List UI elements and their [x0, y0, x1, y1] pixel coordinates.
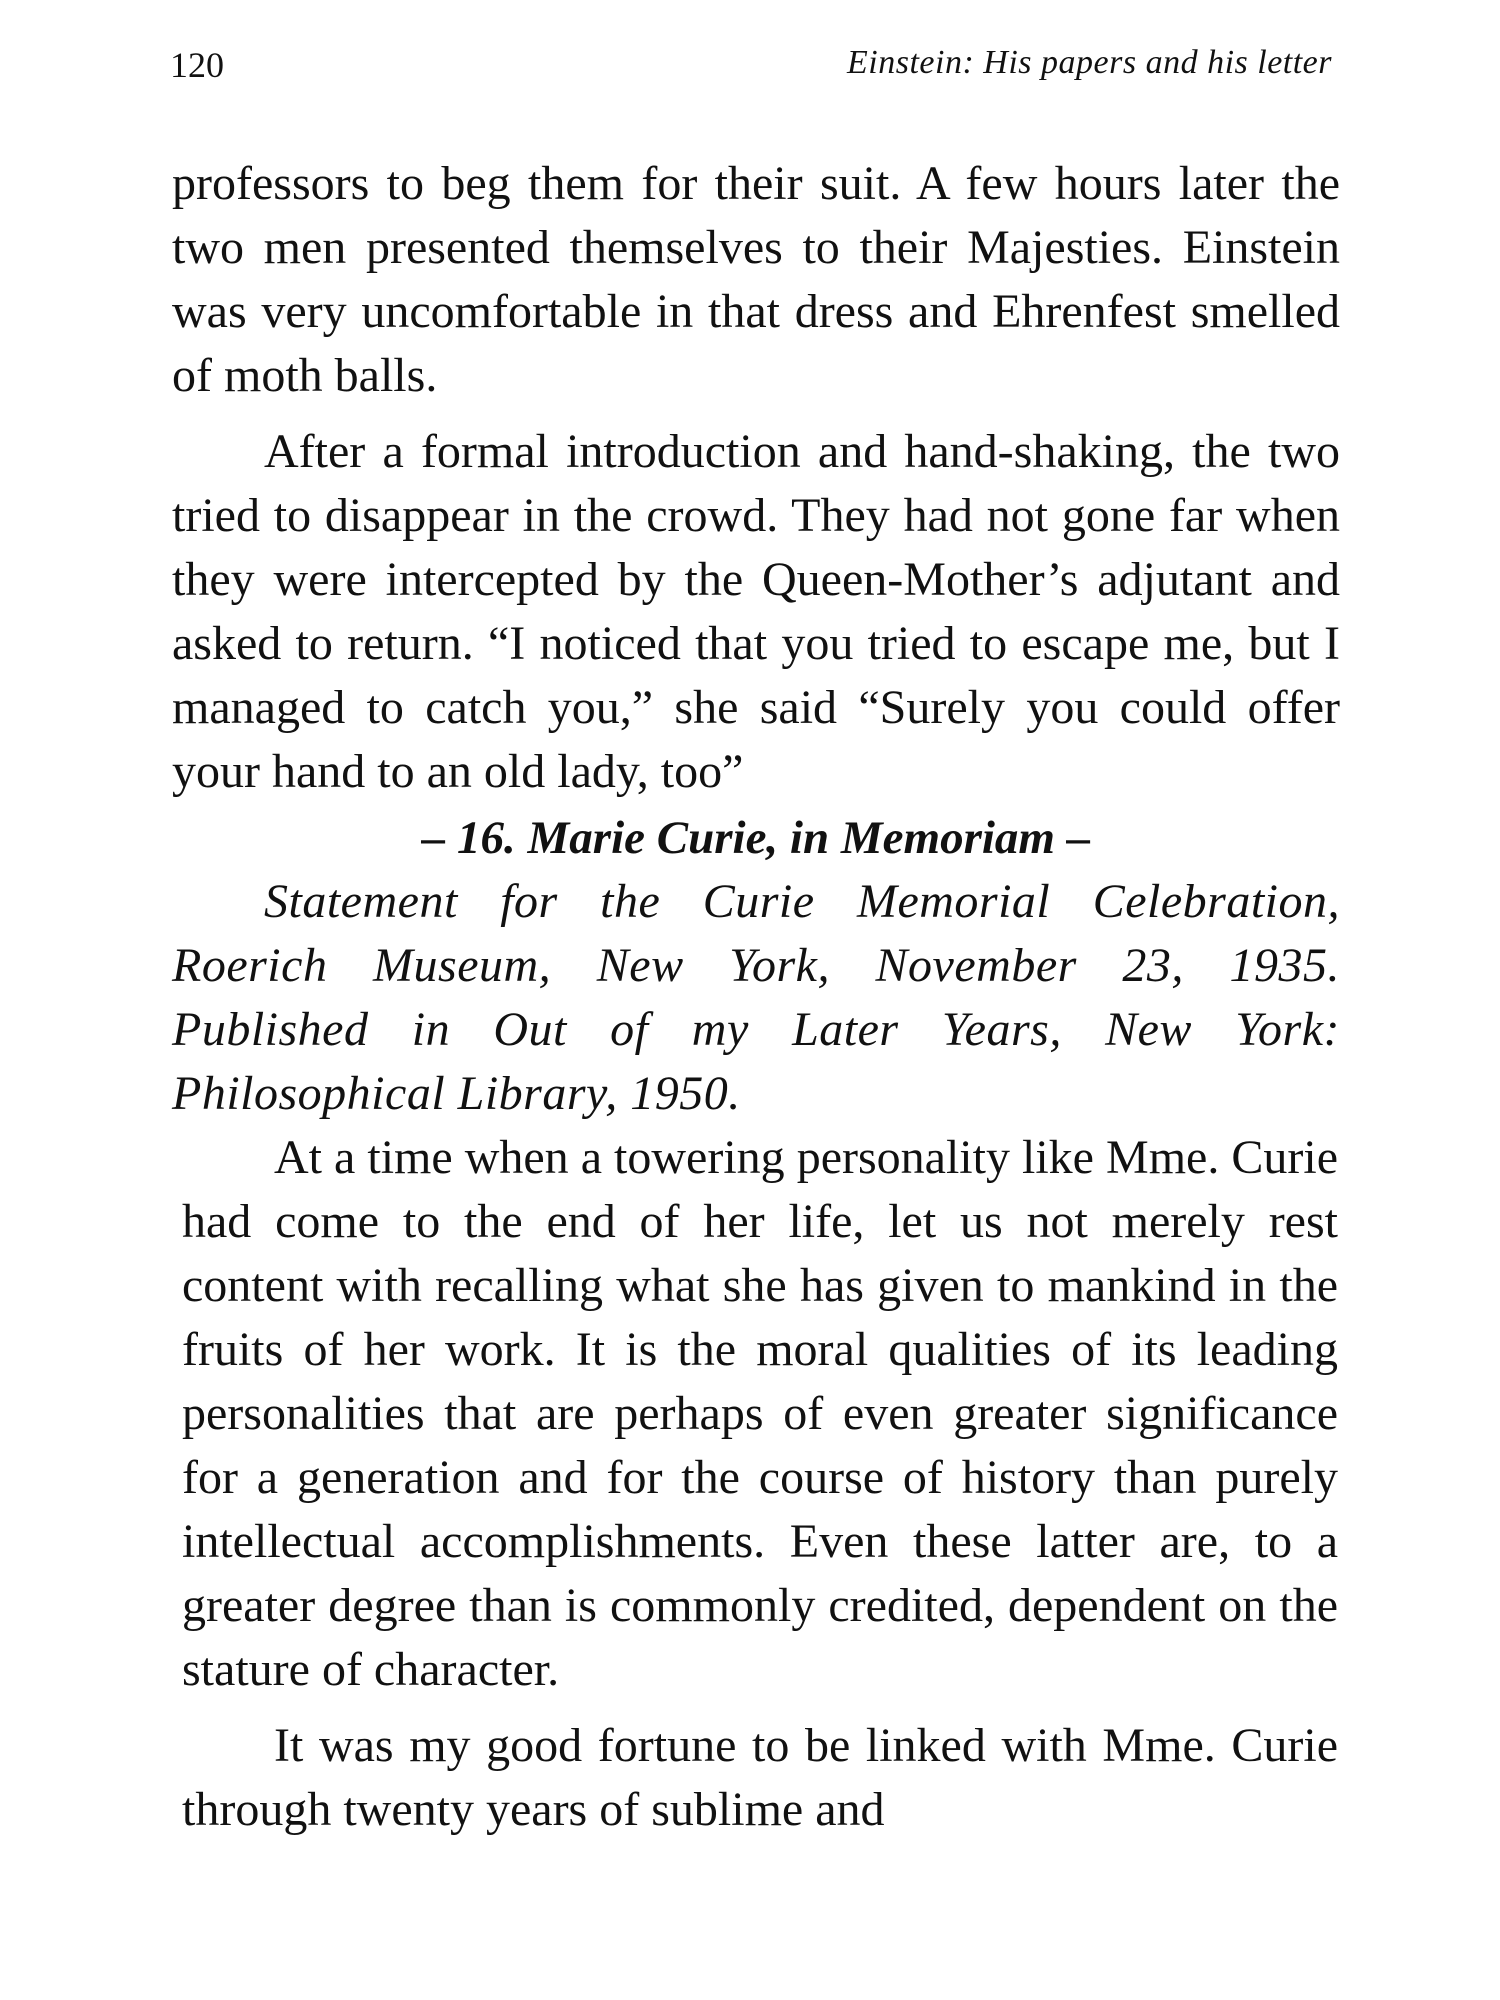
paragraph-good-fortune: It was my good fortune to be linked with Mme. Curie through twenty years of sublime and: [182, 1719, 1338, 1836]
paragraph-continuation: professors to beg them for their suit. A few hours later the two men presented themselves to their Majesties. Einstein was very uncomfortable in that dress and Ehrenfest smelled of moth balls.: [172, 157, 1340, 402]
paragraph-tribute: At a time when a towering personality like Mme. Curie had come to the end of her life, let us not merely rest content with recalling what she has given to mankind in the fruits of her work. It is the moral qualities of its leading personalities that are perhaps of even greater significance for a generation and for the course of history than purely intellectual accomplishments. Even these latter are, to a greater degree than is commonly credited, dependent on the stature of character.: [182, 1131, 1338, 1696]
chapter-text: [172, 1126, 1340, 1842]
section-title: – 16. Marie Curie, in Memoriam –: [421, 812, 1091, 864]
paragraph-queen-mother: After a formal introduction and hand-shaking, the two tried to disappear in the crowd. They had not gone far when they were intercepted by the Queen-Mother’s adjutant and asked to return. “I noticed that you tried to escape me, but I managed to catch you,” she said “Surely you could offer your hand to an old lady, too”: [172, 425, 1340, 798]
running-head: [170, 44, 1332, 94]
body-text: [172, 152, 1340, 1842]
source-note: Statement for the Curie Memorial Celebration, Roerich Museum, New York, November 23, 1935. Published in Out of my Later Years, New York: Philosophical Library, 1950.: [172, 875, 1340, 1120]
page-number: 120: [170, 45, 224, 85]
running-title: Einstein: His papers and his letter: [847, 44, 1332, 81]
